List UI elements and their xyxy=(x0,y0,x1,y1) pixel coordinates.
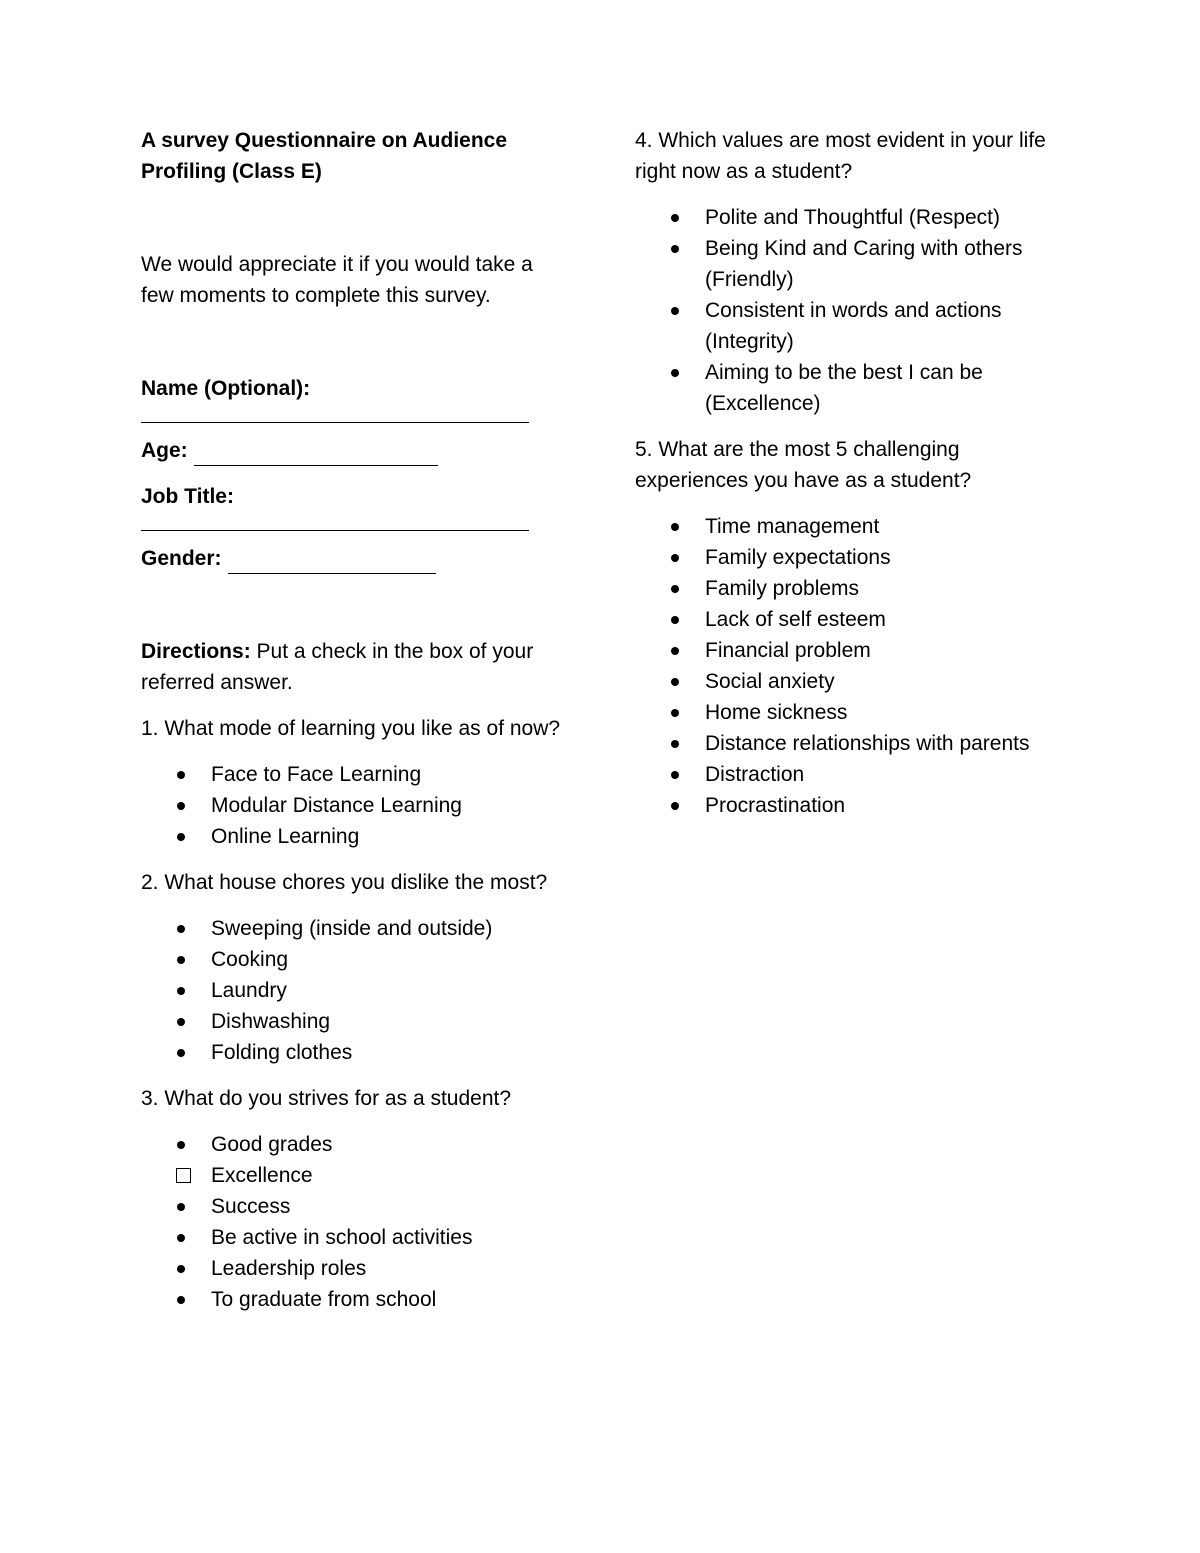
option-item[interactable]: Distraction xyxy=(635,759,1065,790)
survey-title: A survey Questionnaire on Audience Profiling (Class E) xyxy=(141,129,508,183)
bullet-icon xyxy=(177,1234,185,1242)
question-4: 4. Which values are most evident in your life right now as a student? xyxy=(635,129,1046,183)
option-item[interactable]: Home sickness xyxy=(635,697,1065,728)
bullet-icon xyxy=(671,740,679,748)
option-item[interactable]: Laundry xyxy=(141,975,561,1006)
bullet-icon xyxy=(177,771,185,779)
bullet-icon xyxy=(177,987,185,995)
question-5-options xyxy=(635,511,1065,821)
option-item[interactable]: Aiming to be the best I can be (Excellence) xyxy=(635,357,1065,419)
bullet-icon xyxy=(671,585,679,593)
question-4-options xyxy=(635,202,1065,419)
option-item[interactable]: Being Kind and Caring with others (Friendly) xyxy=(635,233,1065,295)
bullet-icon xyxy=(177,802,185,810)
option-item[interactable]: Time management xyxy=(635,511,1065,542)
gender-label: Gender: xyxy=(141,547,222,570)
right-column xyxy=(635,125,1065,836)
option-item[interactable]: Sweeping (inside and outside) xyxy=(141,913,561,944)
question-2-options xyxy=(141,913,561,1068)
checkbox-icon[interactable] xyxy=(176,1168,191,1183)
option-item[interactable]: Modular Distance Learning xyxy=(141,790,561,821)
bullet-icon xyxy=(177,1141,185,1149)
directions-text: Put a check in the box of your referred answer. xyxy=(141,640,534,694)
option-item[interactable]: Be active in school activities xyxy=(141,1222,561,1253)
option-item[interactable]: Cooking xyxy=(141,944,561,975)
question-2: 2. What house chores you dislike the most? xyxy=(141,871,548,894)
bullet-icon xyxy=(671,678,679,686)
bullet-icon xyxy=(671,554,679,562)
option-item[interactable]: Social anxiety xyxy=(635,666,1065,697)
directions xyxy=(141,636,561,698)
bullet-icon xyxy=(177,1296,185,1304)
option-item[interactable]: Family expectations xyxy=(635,542,1065,573)
option-item[interactable]: Lack of self esteem xyxy=(635,604,1065,635)
option-item[interactable]: Distance relationships with parents xyxy=(635,728,1065,759)
bullet-icon xyxy=(671,771,679,779)
bullet-icon xyxy=(671,245,679,253)
directions-label: Directions: xyxy=(141,640,251,663)
bullet-icon xyxy=(671,802,679,810)
option-item[interactable]: Procrastination xyxy=(635,790,1065,821)
question-5: 5. What are the most 5 challenging experiences you have as a student? xyxy=(635,438,972,492)
option-item[interactable]: Excellence xyxy=(141,1160,561,1191)
bullet-icon xyxy=(177,925,185,933)
option-item[interactable]: Success xyxy=(141,1191,561,1222)
left-column xyxy=(141,125,561,1330)
question-1-options xyxy=(141,759,561,852)
bullet-icon xyxy=(177,833,185,841)
option-item[interactable]: Polite and Thoughtful (Respect) xyxy=(635,202,1065,233)
bullet-icon xyxy=(177,1265,185,1273)
question-3-options xyxy=(141,1129,561,1315)
option-item[interactable]: Good grades xyxy=(141,1129,561,1160)
option-item[interactable]: Dishwashing xyxy=(141,1006,561,1037)
question-1: 1. What mode of learning you like as of now? xyxy=(141,717,561,740)
job-title-field[interactable] xyxy=(141,512,529,531)
question-3: 3. What do you strives for as a student? xyxy=(141,1087,512,1110)
job-title-label: Job Title: xyxy=(141,485,234,508)
option-item[interactable]: Financial problem xyxy=(635,635,1065,666)
age-field[interactable] xyxy=(194,443,438,466)
name-label: Name (Optional): xyxy=(141,377,311,400)
bullet-icon xyxy=(671,709,679,717)
bullet-icon xyxy=(671,523,679,531)
bullet-icon xyxy=(671,616,679,624)
option-item[interactable]: To graduate from school xyxy=(141,1284,561,1315)
option-item[interactable]: Face to Face Learning xyxy=(141,759,561,790)
bullet-icon xyxy=(671,214,679,222)
option-item[interactable]: Family problems xyxy=(635,573,1065,604)
option-item[interactable]: Online Learning xyxy=(141,821,561,852)
option-item[interactable]: Folding clothes xyxy=(141,1037,561,1068)
bullet-icon xyxy=(671,647,679,655)
bullet-icon xyxy=(177,956,185,964)
bullet-icon xyxy=(671,307,679,315)
bullet-icon xyxy=(177,1203,185,1211)
bullet-icon xyxy=(177,1018,185,1026)
age-label: Age: xyxy=(141,439,188,462)
name-field[interactable] xyxy=(141,404,529,423)
option-item[interactable]: Leadership roles xyxy=(141,1253,561,1284)
gender-field[interactable] xyxy=(228,551,436,574)
bullet-icon xyxy=(671,369,679,377)
intro-text: We would appreciate it if you would take a few moments to complete this survey. xyxy=(141,253,533,307)
bullet-icon xyxy=(177,1049,185,1057)
option-item[interactable]: Consistent in words and actions (Integrity) xyxy=(635,295,1065,357)
